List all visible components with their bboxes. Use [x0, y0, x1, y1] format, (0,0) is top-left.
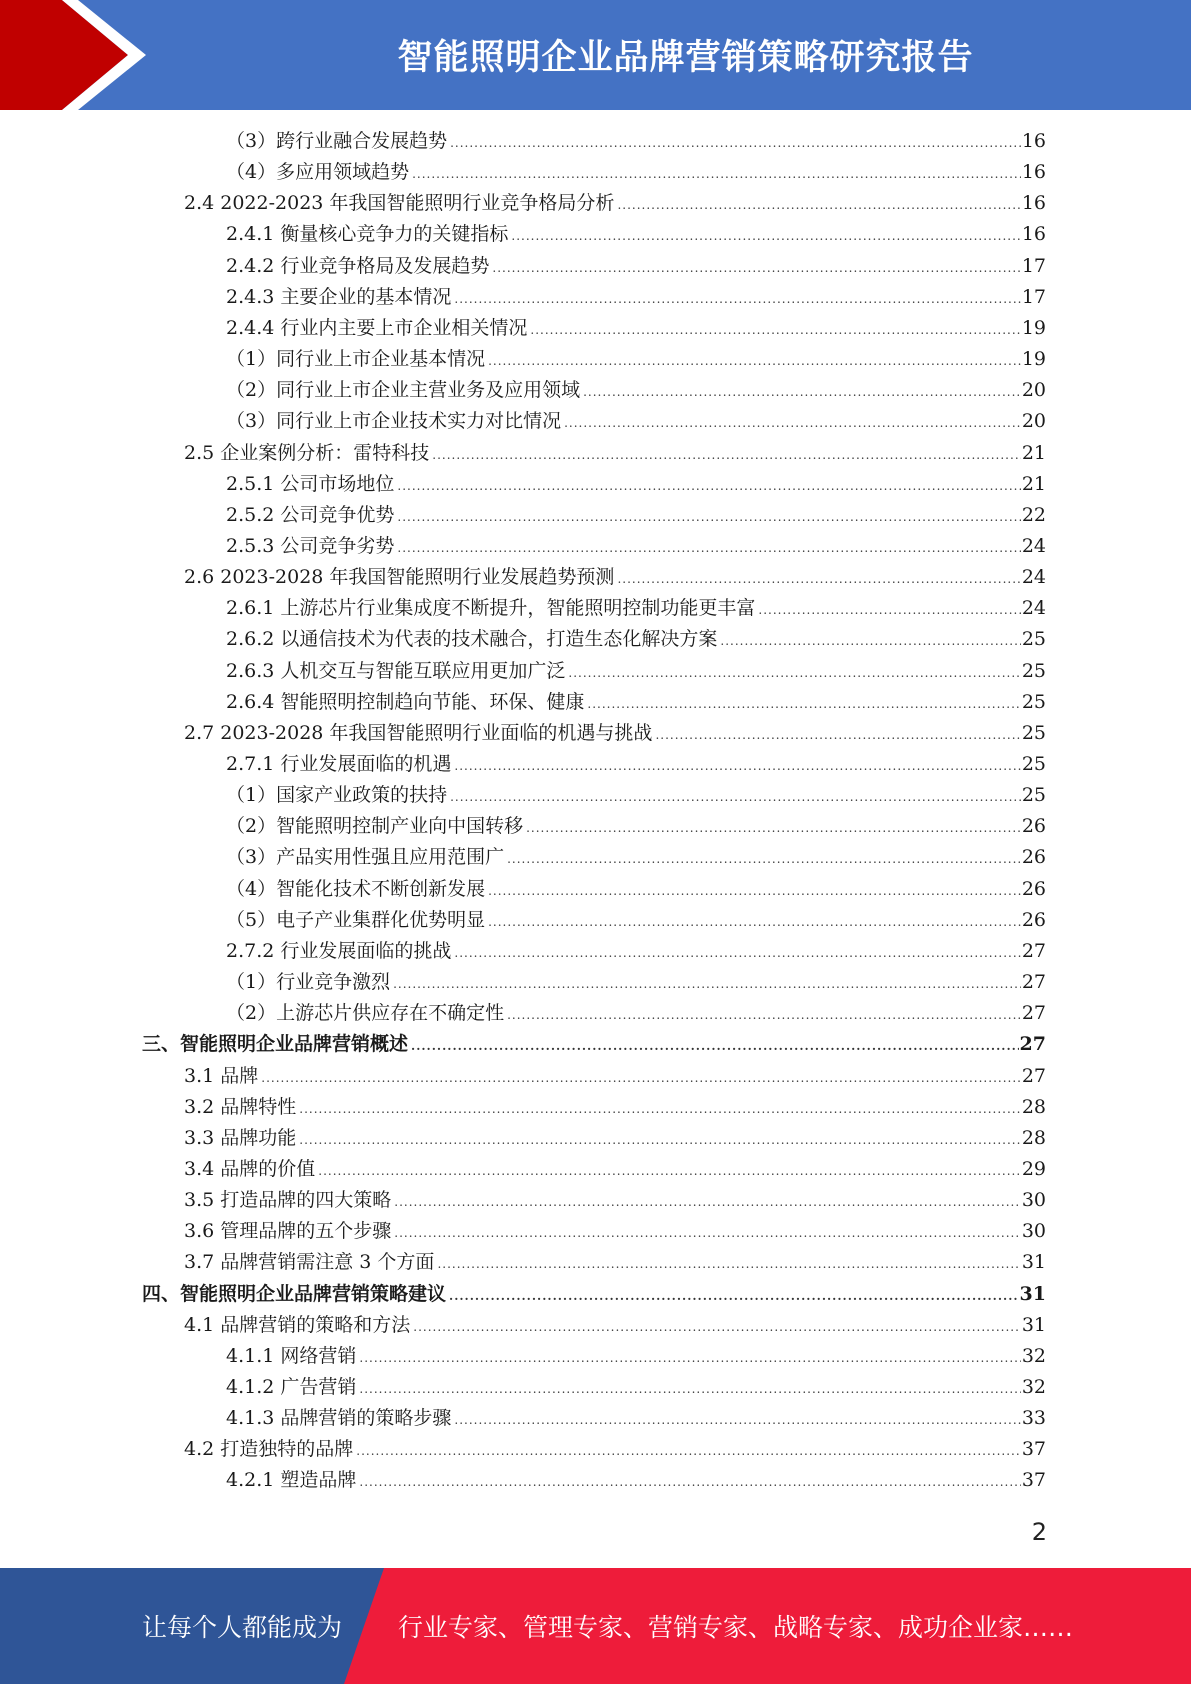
toc-entry-label: 2.4.2 行业竞争格局及发展趋势 — [226, 255, 490, 277]
toc-leader-dots — [488, 907, 1021, 938]
toc-leader-dots — [359, 1467, 1020, 1498]
toc-leader-dots — [587, 689, 1020, 720]
toc-entry-page: 24 — [1021, 535, 1046, 557]
toc-entry[interactable] — [226, 282, 1046, 313]
toc-entry-label: 3.2 品牌特性 — [184, 1096, 297, 1118]
toc-leader-dots — [454, 751, 1020, 782]
toc-entry-label: 3.7 品牌营销需注意 3 个方面 — [184, 1251, 435, 1273]
footer-slogan-right: 行业专家、管理专家、营销专家、战略专家、成功企业家…… — [398, 1613, 1074, 1642]
toc-leader-dots — [356, 1436, 1021, 1467]
toc-entry-page: 24 — [1021, 566, 1046, 588]
report-title: 智能照明企业品牌营销策略研究报告 — [397, 38, 974, 78]
toc-entry-page: 27 — [1019, 1033, 1046, 1055]
toc-leader-dots — [299, 1125, 1021, 1156]
toc-entry[interactable] — [226, 469, 1046, 500]
toc-entry[interactable] — [142, 1029, 1046, 1060]
page-footer — [0, 1568, 1191, 1684]
toc-entry-page: 20 — [1021, 410, 1046, 432]
toc-leader-dots — [564, 408, 1021, 439]
toc-leader-dots — [450, 128, 1021, 159]
toc-leader-dots — [655, 720, 1020, 751]
toc-leader-dots — [437, 1249, 1020, 1280]
toc-entry-label: 2.4.4 行业内主要上市企业相关情况 — [226, 317, 528, 339]
toc-entry-page: 25 — [1021, 784, 1046, 806]
toc-entry[interactable] — [226, 936, 1046, 967]
page-header — [0, 0, 1191, 110]
toc-entry-label: （1）国家产业政策的扶持 — [226, 784, 448, 806]
toc-leader-dots — [432, 440, 1021, 471]
toc-entry-label: 四、智能照明企业品牌营销策略建议 — [142, 1283, 447, 1305]
toc-leader-dots — [397, 533, 1020, 564]
toc-entry-label: 4.1.2 广告营销 — [226, 1376, 357, 1398]
footer-slogan-left: 让每个人都能成为 — [142, 1613, 343, 1642]
toc-entry-page: 25 — [1021, 722, 1046, 744]
toc-entry[interactable] — [184, 1185, 1046, 1216]
toc-entry[interactable] — [226, 905, 1046, 936]
toc-entry-label: 2.4.3 主要企业的基本情况 — [226, 286, 452, 308]
toc-entry-label: （4）智能化技术不断创新发展 — [226, 878, 486, 900]
toc-entry-page: 24 — [1021, 597, 1046, 619]
toc-entry[interactable] — [226, 344, 1046, 375]
toc-leader-dots — [394, 1218, 1021, 1249]
toc-entry-label: 2.6.4 智能照明控制趋向节能、环保、健康 — [226, 691, 585, 713]
toc-entry-label: 2.6.1 上游芯片行业集成度不断提升，智能照明控制功能更丰富 — [226, 597, 756, 619]
toc-leader-dots — [413, 1312, 1021, 1343]
toc-entry-label: 3.1 品牌 — [184, 1065, 259, 1087]
toc-entry[interactable] — [226, 1403, 1046, 1434]
toc-entry[interactable] — [184, 1247, 1046, 1278]
toc-entry-label: 3.3 品牌功能 — [184, 1127, 297, 1149]
toc-entry-label: 2.7.1 行业发展面临的机遇 — [226, 753, 452, 775]
toc-entry-label: 3.6 管理品牌的五个步骤 — [184, 1220, 392, 1242]
toc-entry[interactable] — [142, 1279, 1046, 1310]
toc-entry-label: 4.2 打造独特的品牌 — [184, 1438, 354, 1460]
toc-entry-page: 31 — [1021, 1314, 1046, 1336]
toc-leader-dots — [454, 1405, 1020, 1436]
toc-entry[interactable] — [226, 656, 1046, 687]
toc-entry-page: 25 — [1021, 660, 1046, 682]
toc-leader-dots — [397, 502, 1020, 533]
toc-entry[interactable] — [226, 624, 1046, 655]
toc-leader-dots — [318, 1156, 1021, 1187]
toc-entry[interactable] — [226, 749, 1046, 780]
toc-entry-label: 三、智能照明企业品牌营销概述 — [142, 1033, 409, 1055]
toc-entry-label: 2.5.1 公司市场地位 — [226, 473, 395, 495]
toc-entry-label: 2.7.2 行业发展面临的挑战 — [226, 940, 452, 962]
toc-entry-label: 2.4 2022-2023 年我国智能照明行业竞争格局分析 — [184, 192, 615, 214]
toc-entry-label: （5）电子产业集群化优势明显 — [226, 909, 486, 931]
toc-leader-dots — [568, 658, 1020, 689]
toc-entry-page: 27 — [1021, 940, 1046, 962]
toc-entry-label: 2.5.2 公司竞争优势 — [226, 504, 395, 526]
toc-entry-label: 2.7 2023-2028 年我国智能照明行业面临的机遇与挑战 — [184, 722, 653, 744]
toc-entry-page: 27 — [1021, 971, 1046, 993]
toc-leader-dots — [412, 159, 1021, 190]
toc-leader-dots — [617, 190, 1020, 221]
toc-leader-dots — [507, 1000, 1021, 1031]
toc-entry-page: 37 — [1021, 1469, 1046, 1491]
toc-entry[interactable] — [226, 967, 1046, 998]
toc-entry-label: （4）多应用领域趋势 — [226, 161, 410, 183]
toc-leader-dots — [397, 471, 1020, 502]
toc-entry-page: 28 — [1021, 1127, 1046, 1149]
toc-entry-label: 2.4.1 衡量核心竞争力的关键指标 — [226, 223, 509, 245]
toc-entry-page: 19 — [1021, 348, 1046, 370]
toc-leader-dots — [530, 315, 1020, 346]
toc-entry-page: 32 — [1021, 1345, 1046, 1367]
toc-entry[interactable] — [226, 219, 1046, 250]
toc-entry-page: 16 — [1021, 130, 1046, 152]
toc-entry-page: 31 — [1019, 1283, 1046, 1305]
page-number: 2 — [1031, 1518, 1047, 1546]
toc-entry[interactable] — [226, 780, 1046, 811]
toc-entry-page: 26 — [1021, 815, 1046, 837]
toc-leader-dots — [583, 377, 1021, 408]
toc-entry-label: （1）同行业上市企业基本情况 — [226, 348, 486, 370]
toc-leader-dots — [261, 1063, 1021, 1094]
toc-leader-dots — [393, 969, 1021, 1000]
toc-entry[interactable] — [226, 687, 1046, 718]
toc-entry[interactable] — [226, 157, 1046, 188]
toc-entry-page: 27 — [1021, 1002, 1046, 1024]
toc-entry[interactable] — [184, 188, 1046, 219]
toc-entry[interactable] — [226, 251, 1046, 282]
toc-entry[interactable] — [184, 1310, 1046, 1341]
toc-entry-label: 3.4 品牌的价值 — [184, 1158, 316, 1180]
toc-entry[interactable] — [226, 1341, 1046, 1372]
toc-entry-page: 17 — [1021, 286, 1046, 308]
toc-entry-page: 26 — [1021, 878, 1046, 900]
toc-entry[interactable] — [226, 874, 1046, 905]
toc-leader-dots — [454, 938, 1020, 969]
toc-entry-page: 16 — [1021, 223, 1046, 245]
toc-leader-dots — [454, 284, 1020, 315]
toc-leader-dots — [450, 782, 1021, 813]
toc-entry-label: 2.6 2023-2028 年我国智能照明行业发展趋势预测 — [184, 566, 615, 588]
toc-entry[interactable] — [184, 438, 1046, 469]
toc-entry-label: 2.5 企业案例分析：雷特科技 — [184, 442, 430, 464]
toc-entry-label: 2.5.3 公司竞争劣势 — [226, 535, 395, 557]
toc-entry-page: 25 — [1021, 691, 1046, 713]
toc-leader-dots — [617, 564, 1020, 595]
toc-entry-page: 17 — [1021, 255, 1046, 277]
toc-entry-page: 21 — [1021, 473, 1046, 495]
toc-leader-dots — [488, 346, 1021, 377]
toc-entry[interactable] — [226, 1372, 1046, 1403]
toc-leader-dots — [359, 1343, 1020, 1374]
toc-entry[interactable] — [226, 1465, 1046, 1496]
toc-entry[interactable] — [184, 1154, 1046, 1185]
toc-entry-page: 37 — [1021, 1438, 1046, 1460]
toc-entry[interactable] — [184, 1216, 1046, 1247]
toc-entry-label: （3）跨行业融合发展趋势 — [226, 130, 448, 152]
toc-entry-label: 4.2.1 塑造品牌 — [226, 1469, 357, 1491]
toc-entry-page: 30 — [1021, 1220, 1046, 1242]
toc-entry-page: 20 — [1021, 379, 1046, 401]
toc-entry[interactable] — [226, 531, 1046, 562]
toc-entry[interactable] — [226, 313, 1046, 344]
toc-entry-page: 28 — [1021, 1096, 1046, 1118]
toc-entry[interactable] — [226, 500, 1046, 531]
toc-entry[interactable] — [226, 842, 1046, 873]
toc-entry-page: 30 — [1021, 1189, 1046, 1211]
toc-entry-page: 22 — [1021, 504, 1046, 526]
toc-leader-dots — [492, 253, 1020, 284]
toc-entry-page: 26 — [1021, 909, 1046, 931]
toc-entry[interactable] — [226, 998, 1046, 1029]
toc-entry[interactable] — [184, 1434, 1046, 1465]
toc-entry-label: （3）产品实用性强且应用范围广 — [226, 846, 505, 868]
toc-entry-label: 4.1.1 网络营销 — [226, 1345, 357, 1367]
toc-entry-page: 19 — [1021, 317, 1046, 339]
toc-entry[interactable] — [184, 718, 1046, 749]
toc-leader-dots — [299, 1094, 1021, 1125]
toc-entry[interactable] — [184, 1092, 1046, 1123]
toc-entry[interactable] — [184, 1061, 1046, 1092]
header-arrow-decoration — [0, 0, 160, 110]
toc-entry-label: 2.6.2 以通信技术为代表的技术融合，打造生态化解决方案 — [226, 628, 718, 650]
toc-leader-dots — [511, 221, 1020, 252]
toc-leader-dots — [526, 813, 1021, 844]
toc-entry-page: 26 — [1021, 846, 1046, 868]
toc-entry-page: 25 — [1021, 628, 1046, 650]
toc-entry-page: 27 — [1021, 1065, 1046, 1087]
toc-entry-label: （2）智能照明控制产业向中国转移 — [226, 815, 524, 837]
toc-entry[interactable] — [226, 811, 1046, 842]
toc-entry-label: 4.1.3 品牌营销的策略步骤 — [226, 1407, 452, 1429]
toc-entry-page: 21 — [1021, 442, 1046, 464]
toc-entry-label: 2.6.3 人机交互与智能互联应用更加广泛 — [226, 660, 566, 682]
toc-leader-dots — [758, 595, 1020, 626]
toc-entry-label: （2）同行业上市企业主营业务及应用领域 — [226, 379, 581, 401]
toc-entry-page: 33 — [1021, 1407, 1046, 1429]
toc-entry-label: （1）行业竞争激烈 — [226, 971, 391, 993]
toc-entry[interactable] — [226, 406, 1046, 437]
toc-entry[interactable] — [184, 1123, 1046, 1154]
toc-entry-page: 32 — [1021, 1376, 1046, 1398]
toc-entry-label: 3.5 打造品牌的四大策略 — [184, 1189, 392, 1211]
toc-leader-dots — [720, 626, 1020, 657]
toc-entry-page: 16 — [1021, 161, 1046, 183]
toc-entry-page: 29 — [1021, 1158, 1046, 1180]
toc-leader-dots — [449, 1281, 1019, 1312]
toc-leader-dots — [411, 1031, 1019, 1062]
toc-leader-dots — [394, 1187, 1021, 1218]
toc-entry[interactable] — [226, 593, 1046, 624]
toc-entry[interactable] — [226, 126, 1046, 157]
toc-entry-page: 16 — [1021, 192, 1046, 214]
toc-entry-label: （3）同行业上市企业技术实力对比情况 — [226, 410, 562, 432]
toc-entry-page: 25 — [1021, 753, 1046, 775]
toc-entry-label: 4.1 品牌营销的策略和方法 — [184, 1314, 411, 1336]
toc-entry[interactable] — [226, 375, 1046, 406]
toc-leader-dots — [507, 844, 1021, 875]
toc-entry-label: （2）上游芯片供应存在不确定性 — [226, 1002, 505, 1024]
toc-leader-dots — [359, 1374, 1020, 1405]
toc-entry[interactable] — [184, 562, 1046, 593]
toc-entry-page: 31 — [1021, 1251, 1046, 1273]
toc-leader-dots — [488, 876, 1021, 907]
